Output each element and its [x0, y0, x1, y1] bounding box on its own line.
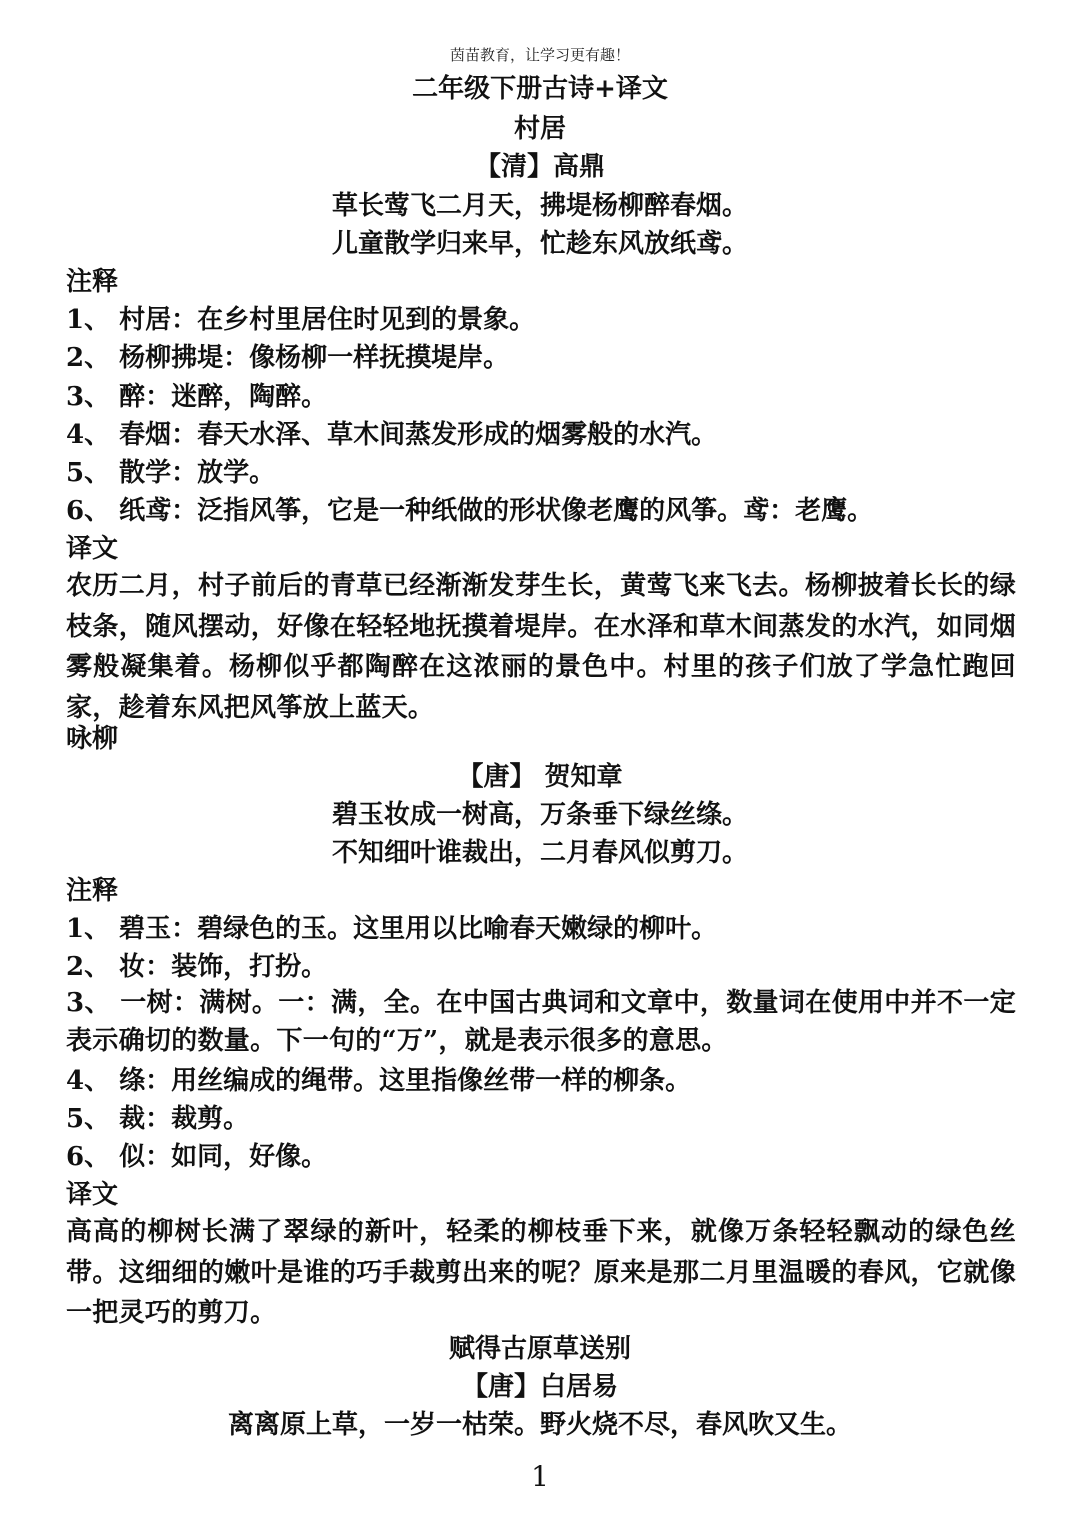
translation-text: 高高的柳树长满了翠绿的新叶，轻柔的柳枝垂下来，就像万条轻轻飘动的绿色丝带。这细细的嫩叶是谁的巧手裁剪出来的呢？原来是那二月里温暖的春风，它就像一把灵巧的剪刀。 — [66, 1217, 1016, 1328]
poem-author: 【清】高鼎 — [474, 152, 605, 182]
note-item: 5、 裁：裁剪。 — [66, 1104, 250, 1134]
note-item: 4、 绦：用丝编成的绳带。这里指像丝带一样的柳条。 — [66, 1066, 692, 1096]
poem-title: 赋得古原草送别 — [448, 1334, 631, 1364]
notes-heading: 注释 — [66, 876, 119, 906]
page-number: 1 — [531, 1460, 549, 1493]
poem-author: 【唐】 贺知章 — [457, 762, 623, 792]
note-item: 5、 散学：放学。 — [66, 458, 276, 488]
note-item: 2、 杨柳拂堤：像杨柳一样抚摸堤岸。 — [66, 343, 510, 373]
note-item: 2、 妆：装饰，打扮。 — [66, 952, 328, 982]
poem-line: 儿童散学归来早，忙趁东风放纸鸢。 — [331, 229, 748, 259]
poem-line: 离离原上草，一岁一枯荣。野火烧不尽，春风吹又生。 — [227, 1410, 852, 1440]
poem-line: 碧玉妆成一树高，万条垂下绿丝绦。 — [331, 800, 748, 830]
note-item: 6、 似：如同，好像。 — [66, 1142, 328, 1172]
note-item: 4、 春烟：春天水泽、草木间蒸发形成的烟雾般的水汽。 — [66, 420, 718, 450]
note-item: 1、 碧玉：碧绿色的玉。这里用以比喻春天嫩绿的柳叶。 — [66, 914, 718, 944]
note-item: 3、 一树：满树。一：满，全。在中国古典词和文章中，数量词在使用中并不一定表示确切的数量。下一句的“万”，就是表示很多的意思。 — [66, 988, 1016, 1056]
note-item: 3、 醉：迷醉，陶醉。 — [66, 382, 328, 412]
poem-title: 咏柳 — [66, 724, 119, 754]
note-item: 1、 村居：在乡村里居住时见到的景象。 — [66, 305, 536, 335]
translation-heading: 译文 — [66, 1180, 119, 1210]
notes-heading: 注释 — [66, 267, 119, 297]
poem-title: 村居 — [513, 114, 566, 144]
note-item: 6、 纸鸢：泛指风筝，它是一种纸做的形状像老鹰的风筝。鸢：老鹰。 — [66, 496, 874, 526]
poem-line: 不知细叶谁裁出，二月春风似剪刀。 — [331, 838, 748, 868]
translation-text: 农历二月，村子前后的青草已经渐渐发芽生长，黄莺飞来飞去。杨柳披着长长的绿枝条，随风摆动，好像在轻轻地抚摸着堤岸。在水泽和草木间蒸发的水汽，如同烟雾般凝集着。杨柳似乎都陶醉在这浓丽的景色中。村里的孩子们放了学急忙跑回家，趁着东风把风筝放上蓝天。 — [66, 571, 1016, 723]
document-title: 二年级下册古诗+译文 — [412, 74, 668, 104]
page-header: 茵苗教育，让学习更有趣！ — [449, 46, 630, 64]
translation-heading: 译文 — [66, 534, 119, 564]
poem-author: 【唐】白居易 — [461, 1372, 618, 1402]
poem-line: 草长莺飞二月天，拂堤杨柳醉春烟。 — [331, 191, 748, 221]
